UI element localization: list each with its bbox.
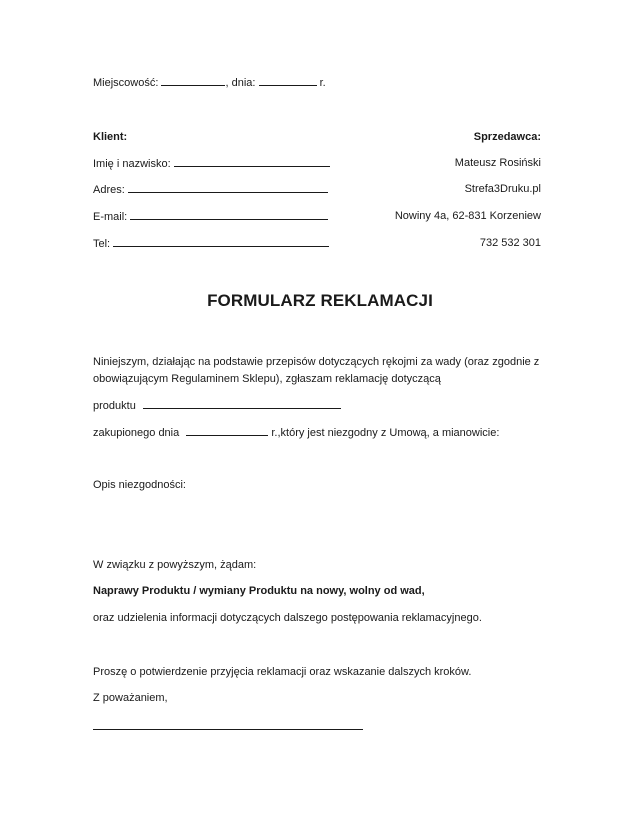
client-email-label: E-mail: (93, 211, 128, 223)
seller-name: Mateusz Rosiński (454, 157, 541, 169)
client-name-label: Imię i nazwisko: (93, 158, 171, 170)
client-email-row (93, 210, 328, 223)
confirmation-text: Proszę o potwierdzenie przyjęcia reklamacji oraz wskazanie dalszych kroków. (93, 666, 472, 678)
description-label: Opis niezgodności: (93, 479, 186, 491)
place-label: Miejscowość: (93, 77, 159, 89)
product-label: produktu (93, 400, 136, 412)
client-phone-row (93, 237, 329, 250)
purchase-row (93, 426, 499, 439)
date-label: , dnia: (225, 77, 256, 89)
purchase-label: zakupionego dnia (93, 427, 180, 439)
date-field[interactable] (259, 76, 317, 86)
intro-line-2: obowiązującym Regulaminem Sklepu), zgłaszam reklamację dotyczącą (93, 373, 441, 385)
signature-field[interactable] (93, 720, 363, 730)
client-phone-label: Tel: (93, 238, 111, 250)
place-date-line (93, 76, 326, 89)
purchase-suffix: r.,który jest niezgodny z Umową, a mianowicie: (271, 427, 500, 439)
client-phone-field[interactable] (113, 237, 329, 247)
product-field[interactable] (143, 399, 341, 409)
closing-text: Z poważaniem, (93, 692, 168, 704)
product-row (93, 399, 341, 412)
client-address-row (93, 183, 328, 196)
client-name-row (93, 157, 330, 170)
demand-bold: Naprawy Produktu / wymiany Produktu na nowy, wolny od wad, (93, 585, 425, 597)
seller-address: Nowiny 4a, 62-831 Korzeniew (394, 210, 541, 222)
signature-line (93, 720, 363, 733)
client-name-field[interactable] (174, 157, 330, 167)
purchase-date-field[interactable] (186, 426, 268, 436)
demand-intro: W związku z powyższym, żądam: (93, 559, 257, 571)
client-email-field[interactable] (130, 210, 328, 220)
client-address-field[interactable] (128, 183, 328, 193)
seller-company: Strefa3Druku.pl (464, 183, 541, 195)
date-suffix: r. (319, 77, 326, 89)
client-address-label: Adres: (93, 184, 125, 196)
page-title: FORMULARZ REKLAMACJI (207, 291, 433, 310)
intro-line-1: Niniejszym, działając na podstawie przepisów dotyczących rękojmi za wady (oraz zgodnie z (93, 356, 540, 368)
place-field[interactable] (161, 76, 225, 86)
demand-continued: oraz udzielenia informacji dotyczących dalszego postępowania reklamacyjnego. (93, 612, 482, 624)
client-heading: Klient: (93, 131, 128, 143)
seller-heading: Sprzedawca: (473, 131, 541, 143)
seller-phone: 732 532 301 (479, 237, 541, 249)
